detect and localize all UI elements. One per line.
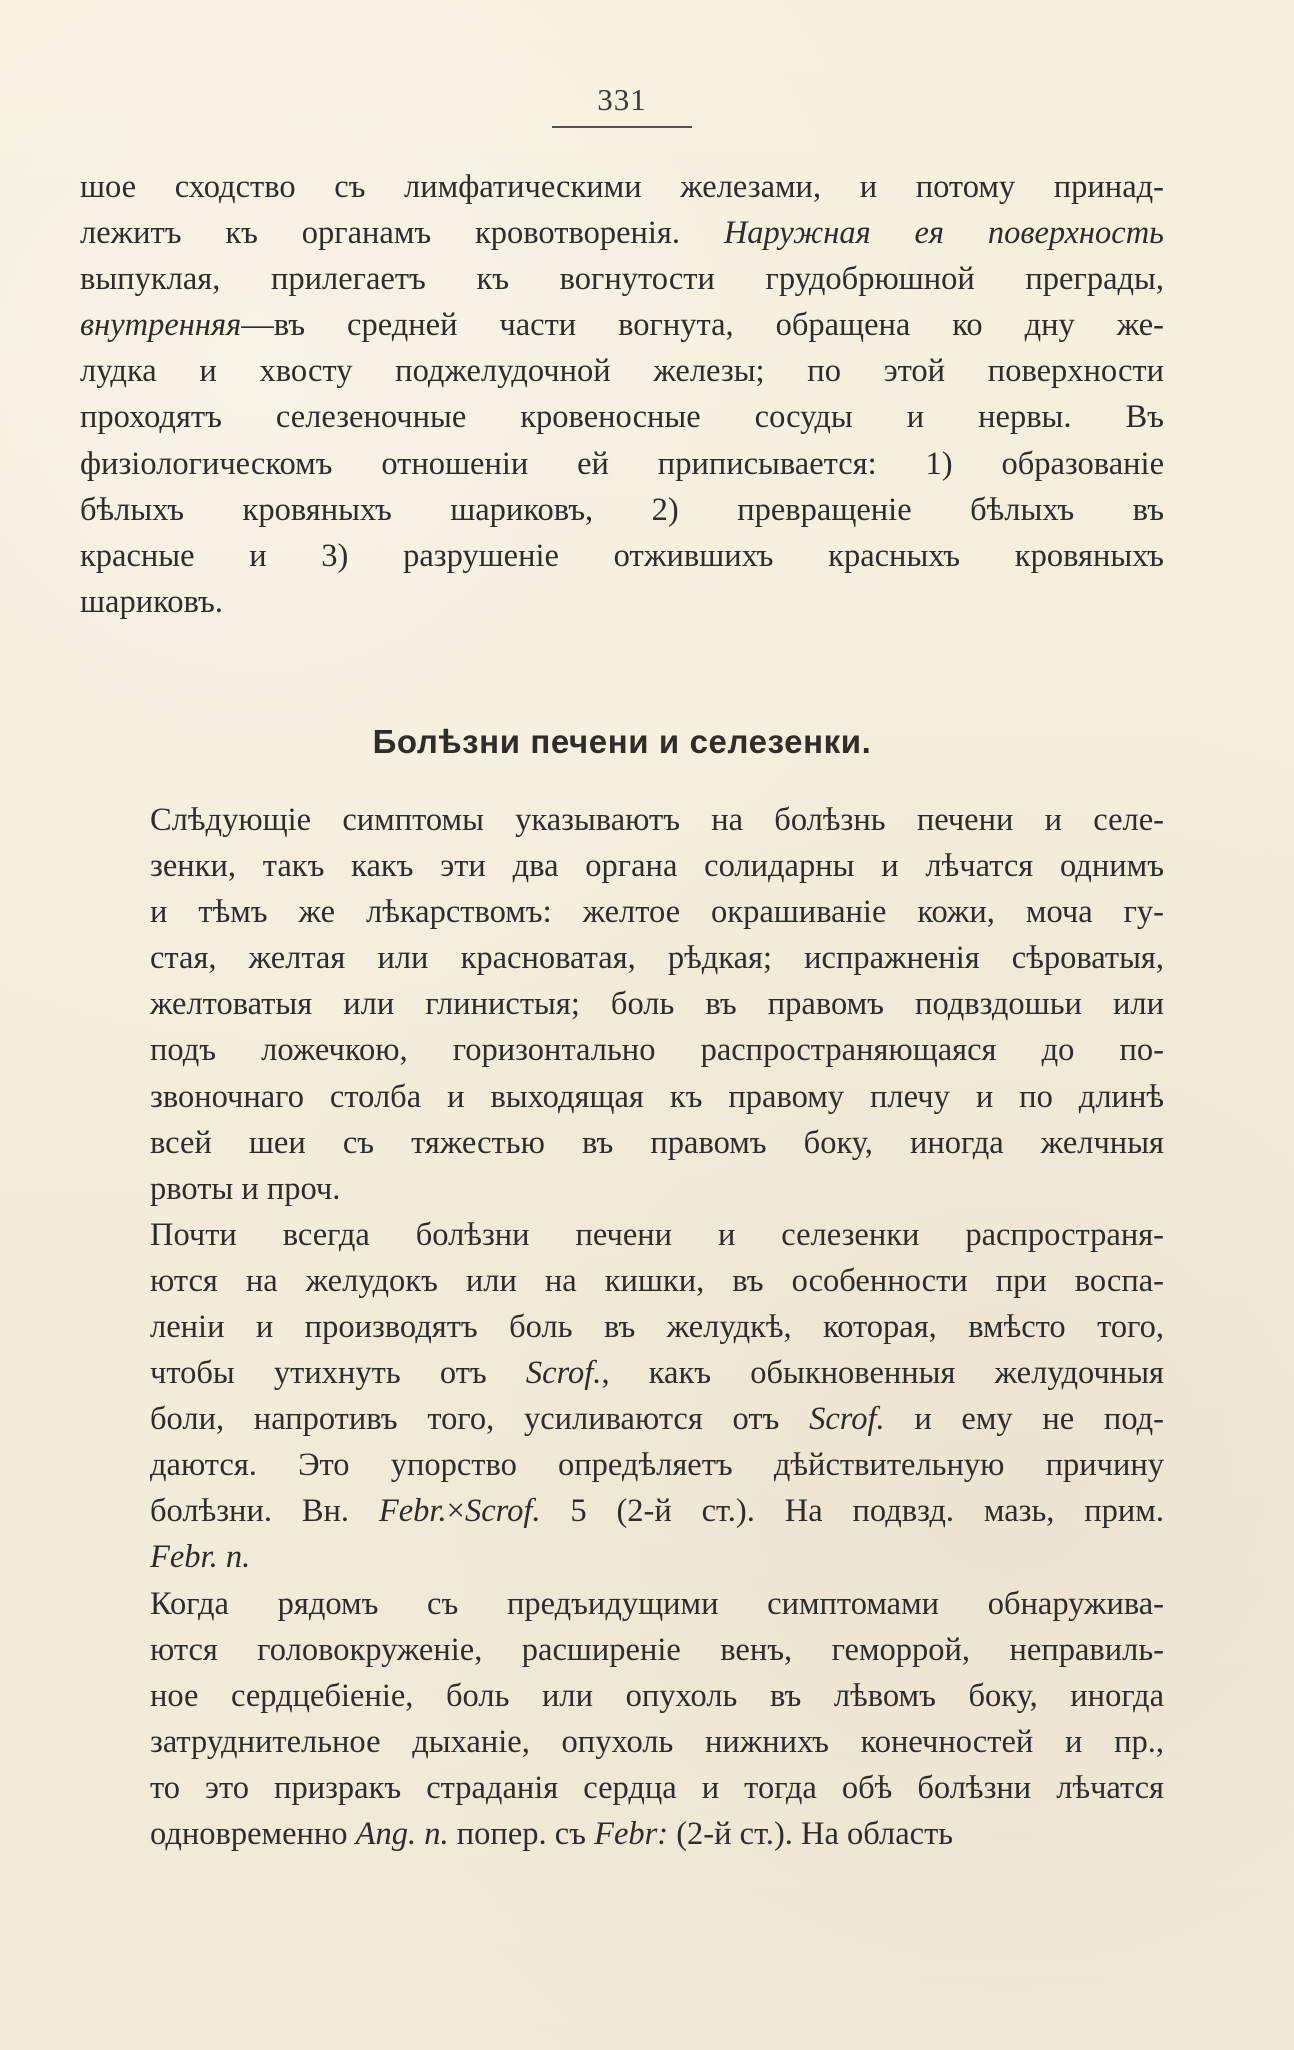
text-line xyxy=(80,1396,1164,1442)
text-line xyxy=(80,1627,1164,1673)
text-segment: затруднительное дыханіе, опухоль нижнихъ конечностей и пр., xyxy=(150,1723,1164,1760)
italic-text: Наружная ея поверхность xyxy=(723,215,1164,252)
paragraph-p1 xyxy=(80,164,1164,625)
text-segment: зенки, такъ какъ эти два органа солидарны и лѣчатся однимъ xyxy=(150,848,1164,885)
text-line xyxy=(80,348,1164,394)
text-line xyxy=(80,1212,1164,1258)
text-line xyxy=(80,579,1164,625)
text-line xyxy=(80,1074,1164,1120)
text-segment: одновременно xyxy=(150,1816,356,1852)
text-line xyxy=(80,1488,1164,1534)
text-line xyxy=(80,164,1164,210)
text-segment: и ему не под- xyxy=(884,1401,1164,1438)
text-line xyxy=(80,1673,1164,1719)
text-segment: ются на желудокъ или на кишки, въ особенности при воспа- xyxy=(150,1262,1164,1299)
text-segment: даются. Это упорство опредѣляетъ дѣйствительную причину xyxy=(150,1447,1164,1484)
italic-text: Scrof. xyxy=(809,1401,885,1438)
text-segment: леніи и производятъ боль въ желудкѣ, которая, вмѣсто того, xyxy=(150,1308,1164,1345)
text-line xyxy=(80,889,1164,935)
text-line xyxy=(80,935,1164,981)
page-number: 331 xyxy=(552,82,692,128)
text-line xyxy=(80,1350,1164,1396)
paragraph-p3 xyxy=(80,1212,1164,1581)
paragraph-2 xyxy=(80,797,1164,1212)
text-segment: —въ средней части вогнута, обращена ко дну же- xyxy=(241,307,1164,344)
page-number-container xyxy=(80,82,1164,128)
text-line xyxy=(80,797,1164,843)
text-segment: звоночнаго столба и выходящая къ правому плечу и по длинѣ xyxy=(150,1078,1164,1115)
text-segment: болѣзни. Вн. xyxy=(150,1493,379,1530)
text-line xyxy=(80,1765,1164,1811)
text-segment: Почти всегда болѣзни печени и селезенки распространя- xyxy=(150,1216,1164,1253)
paragraph-1 xyxy=(80,164,1164,625)
text-segment: Слѣдующіе симптомы указываютъ на болѣзнь печени и селе- xyxy=(150,801,1164,838)
paragraph-p2 xyxy=(80,797,1164,1212)
text-line xyxy=(80,1581,1164,1627)
text-segment: попер. съ xyxy=(448,1816,595,1852)
text-segment: и тѣмъ же лѣкарствомъ: желтое окрашиваніе кожи, моча гу- xyxy=(150,894,1164,931)
italic-text: Febr. n. xyxy=(150,1539,251,1576)
italic-text: Scrof. xyxy=(464,1493,541,1530)
text-segment: чтобы утихнуть отъ xyxy=(150,1355,526,1392)
text-segment: стая, желтая или красноватая, рѣдкая; испражненія сѣроватыя, xyxy=(150,940,1164,977)
italic-text: внутренняя xyxy=(80,307,242,344)
text-segment: красные и 3) разрушеніе отжившихъ красныхъ кровяныхъ xyxy=(80,537,1164,574)
text-segment: выпуклая, прилегаетъ къ вогнутости грудобрюшной преграды, xyxy=(80,261,1164,298)
text-segment: физіологическомъ отношеніи ей приписывается: 1) образованіе xyxy=(80,445,1164,482)
text-line xyxy=(80,441,1164,487)
italic-text: Ang. n. xyxy=(355,1816,449,1852)
text-segment: проходятъ селезеночные кровеносные сосуды и нервы. Въ xyxy=(80,399,1164,436)
text-line xyxy=(80,1719,1164,1765)
section-title: Болѣзни печени и селезенки. xyxy=(372,722,872,760)
paragraph-4 xyxy=(80,1581,1164,1858)
text-segment: (2-й ст.). На область xyxy=(668,1816,954,1852)
text-segment: лудка и хвосту поджелудочной железы; по этой поверхности xyxy=(80,353,1164,390)
text-line xyxy=(80,210,1164,256)
text-segment: шое сходство съ лимфатическими железами, и потому принад- xyxy=(80,169,1164,205)
text-line xyxy=(80,302,1164,348)
text-segment: , какъ обыкновенныя желудочныя xyxy=(601,1355,1164,1392)
paragraph-p4 xyxy=(80,1581,1164,1858)
text-segment: то это призракъ страданія сердца и тогда обѣ болѣзни лѣчатся xyxy=(150,1769,1164,1806)
text-segment: рвоты и проч. xyxy=(150,1170,341,1207)
text-segment: 5 (2-й ст.). На подвзд. мазь, прим. xyxy=(540,1493,1164,1530)
text-segment: × xyxy=(446,1493,465,1530)
italic-text: Febr. xyxy=(378,1493,447,1530)
text-segment: боли, напротивъ того, усиливаются отъ xyxy=(150,1401,810,1438)
text-line xyxy=(80,1166,1164,1212)
text-segment: ное сердцебіеніе, боль или опухоль въ лѣвомъ боку, иногда xyxy=(150,1677,1164,1714)
text-line xyxy=(80,487,1164,533)
text-line xyxy=(80,981,1164,1027)
text-segment: лежитъ къ органамъ кровотворенія. xyxy=(80,215,724,252)
text-line xyxy=(80,1811,1164,1857)
text-line xyxy=(80,256,1164,302)
text-segment: всей шеи съ тяжестью въ правомъ боку, иногда желчныя xyxy=(150,1124,1164,1161)
text-segment: подъ ложечкою, горизонтально распространяющаяся до по- xyxy=(150,1032,1164,1069)
italic-text: Scrof. xyxy=(525,1355,602,1392)
text-line xyxy=(80,1442,1164,1488)
text-segment: шариковъ. xyxy=(80,583,223,620)
text-segment: ются головокруженіе, расширеніе венъ, геморрой, неправиль- xyxy=(150,1631,1164,1668)
paragraph-3 xyxy=(80,1212,1164,1581)
text-line xyxy=(80,843,1164,889)
text-line xyxy=(80,1258,1164,1304)
text-line xyxy=(80,394,1164,440)
text-segment: желтоватыя или глинистыя; боль въ правомъ подвздошьи или xyxy=(150,986,1164,1023)
text-line xyxy=(80,1534,1164,1580)
italic-text: Febr: xyxy=(594,1816,669,1852)
text-line xyxy=(80,1304,1164,1350)
text-line xyxy=(80,533,1164,579)
text-segment: бѣлыхъ кровяныхъ шариковъ, 2) превращеніе бѣлыхъ въ xyxy=(80,491,1164,528)
text-line xyxy=(80,1120,1164,1166)
text-segment: Когда рядомъ съ предъидущими симптомами обнаружива- xyxy=(150,1585,1164,1622)
text-line xyxy=(80,1027,1164,1073)
